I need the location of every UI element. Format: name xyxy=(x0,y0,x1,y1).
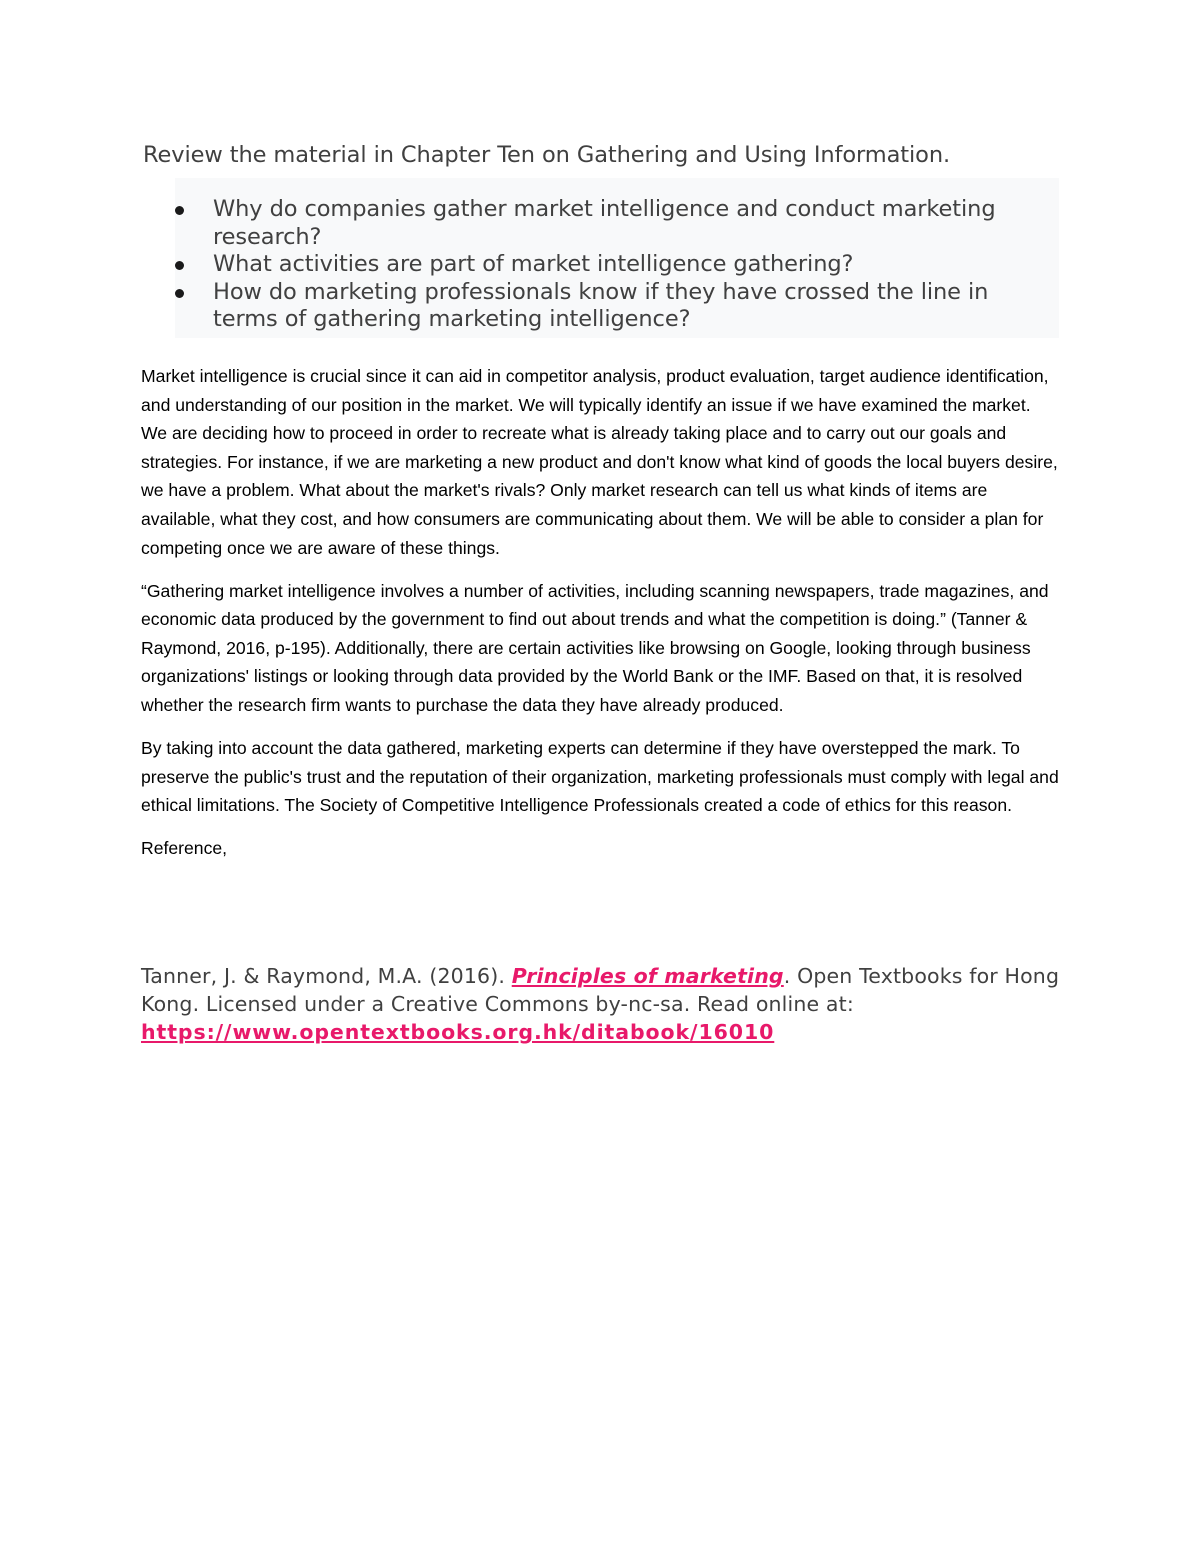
answer-paragraph: By taking into account the data gathered, marketing experts can determine if they have overstepped the mark. To preserve the public's trust and the reputation of their organization, marketing professionals must comply with legal and ethical limitations. The Society of Competitive Intelligence Professionals created a code of ethics for this reason. xyxy=(141,738,1059,816)
bullet-icon xyxy=(175,289,184,298)
question-item xyxy=(175,196,1059,251)
reference-label: Reference, xyxy=(141,838,228,859)
question-item xyxy=(175,279,1059,334)
citation-authors: Tanner, J. & Raymond, M.A. (2016). xyxy=(141,964,512,988)
citation-url-link[interactable]: https://www.opentextbooks.org.hk/ditabook/16010 xyxy=(141,1020,775,1044)
question-list xyxy=(175,196,1059,334)
question-text: What activities are part of market intelligence gathering? xyxy=(213,251,854,277)
book-title-link[interactable]: Principles of marketing xyxy=(511,964,784,988)
question-text: How do marketing professionals know if they have crossed the line in terms of gathering marketing intelligence? xyxy=(213,278,989,332)
citation-details: . Open Textbooks for Hong Kong. Licensed under a Creative Commons by-nc-sa. Read online at: xyxy=(141,964,1060,1016)
assignment-prompt xyxy=(141,140,1059,338)
answer-paragraph: Market intelligence is crucial since it can aid in competitor analysis, product evaluation, target audience identification, and understanding of our position in the market. We will typically identify an issue if we have examined the market. We are deciding how to proceed in order to recreate what is already taking place and to carry out our goals and strategies. For instance, if we are marketing a new product and don't know what kind of goods the local buyers desire, we have a problem. What about the market's rivals? Only market research can tell us what kinds of items are available, what they cost, and how consumers are communicating about them. We will be able to consider a plan for competing once we are aware of these things. xyxy=(141,366,1058,558)
bullet-icon xyxy=(175,261,184,270)
prompt-questions-box xyxy=(175,178,1059,338)
question-text: Why do companies gather market intelligence and conduct marketing research? xyxy=(213,196,996,250)
question-item xyxy=(175,251,1059,279)
answer-body xyxy=(141,362,1061,878)
prompt-heading: Review the material in Chapter Ten on Gathering and Using Information. xyxy=(143,142,951,168)
reference-citation xyxy=(141,962,1071,1046)
answer-paragraph: “Gathering market intelligence involves a number of activities, including scanning newspapers, trade magazines, and economic data produced by the government to find out about trends and what the competition is doing.” (Tanner & Raymond, 2016, p-195). Additionally, there are certain activities like browsing on Google, looking through business organizations' listings or looking through data provided by the World Bank or the IMF. Based on that, it is resolved whether the research firm wants to purchase the data they have already produced. xyxy=(141,580,1049,716)
bullet-icon xyxy=(175,206,184,215)
